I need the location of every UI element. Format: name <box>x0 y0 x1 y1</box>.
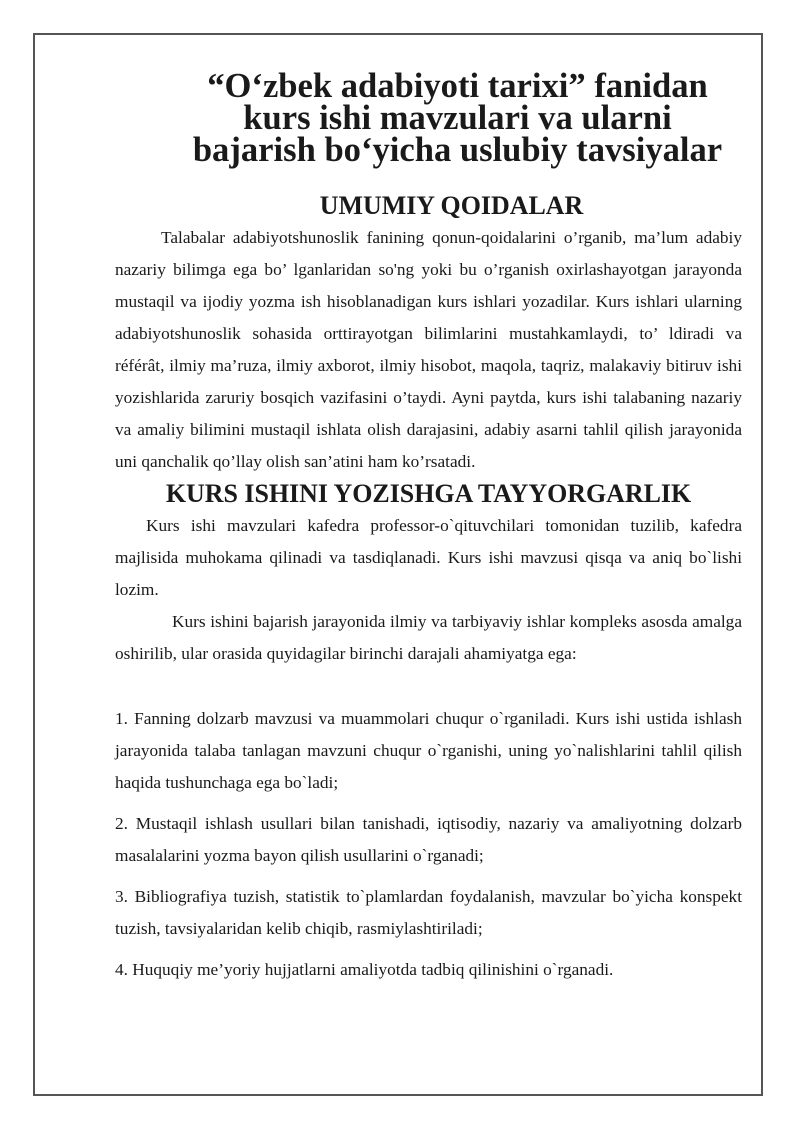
general-rules-paragraph: Talabalar adabiyotshunoslik fanining qonun-qoidalarini o’rganib, ma’lum adabiy nazariy bilimga ega bo’ lganlaridan so'ng yoki bu o’rganish oxirlashayotgan jarayonda mustaqil va ijodiy yozma ish hisoblanadigan kurs ishlari yozadilar. Kurs ishlari ularning adabiyotshunoslik sohasida orttirayotgan bilimlarini mustahkamlaydi, to’ ldiradi va référât, ilmiy ma’ruza, ilmiy axborot, ilmiy hisobot, maqola, taqriz, malakaviy bitiruv ishi yozishlarida zaruriy bosqich vazifasini o’taydi. Ayni paytda, kurs ishi talabaning nazariy va amaliy bilimini mustaqil ishlata olish darajasini, adabiy asarni tahlil qilish jarayonida uni qanchalik qo’llay olish san’atini ham ko’rsatadi. <box>115 228 742 471</box>
title-line-1: “O‘zbek adabiyoti tarixi” fanidan kurs ishi mavzulari va ularni <box>207 67 708 137</box>
document-title <box>115 67 742 169</box>
list-item: 4. Huquqiy me’yoriy hujjatlarni amaliyotda tadbiq qilinishini o`rganadi. <box>115 960 614 979</box>
numbered-list <box>115 703 742 986</box>
preparation-paragraph-2: Kurs ishini bajarish jarayonida ilmiy va tarbiyaviy ishlar kompleks asosda amalga oshirilib, ular orasida quyidagilar birinchi darajali ahamiyatga ega: <box>115 612 742 663</box>
section-heading-preparation: KURS ISHINI YOZISHGA TAYYORGARLIK <box>165 479 692 508</box>
section-heading-general-rules: UMUMIY QOIDALAR <box>319 191 584 220</box>
title-line-2: bajarish bo‘yicha uslubiy tavsiyalar <box>192 131 723 169</box>
list-item: 3. Bibliografiya tuzish, statistik to`plamlardan foydalanish, mavzular bo`yicha konspekt tuzish, tavsiyalaridan kelib chiqib, rasmiylashtiriladi; <box>115 887 742 938</box>
list-item: 2. Mustaqil ishlash usullari bilan tanishadi, iqtisodiy, nazariy va amaliyotning dolzarb masalalarini yozma bayon qilish usullarini o`rganadi; <box>115 814 742 865</box>
preparation-paragraph-1: Kurs ishi mavzulari kafedra professor-o`qituvchilari tomonidan tuzilib, kafedra majlisida muhokama qilinadi va tasdiqlanadi. Kurs ishi mavzusi qisqa va aniq bo`lishi lozim. <box>115 516 742 599</box>
list-item: 1. Fanning dolzarb mavzusi va muammolari chuqur o`rganiladi. Kurs ishi ustida ishlash jarayonida talaba tanlagan mavzuni chuqur o`rganishi, uning yo`nalishlarini tahlil qilish haqida tushunchaga ega bo`ladi; <box>115 709 742 792</box>
document-body <box>115 67 742 995</box>
